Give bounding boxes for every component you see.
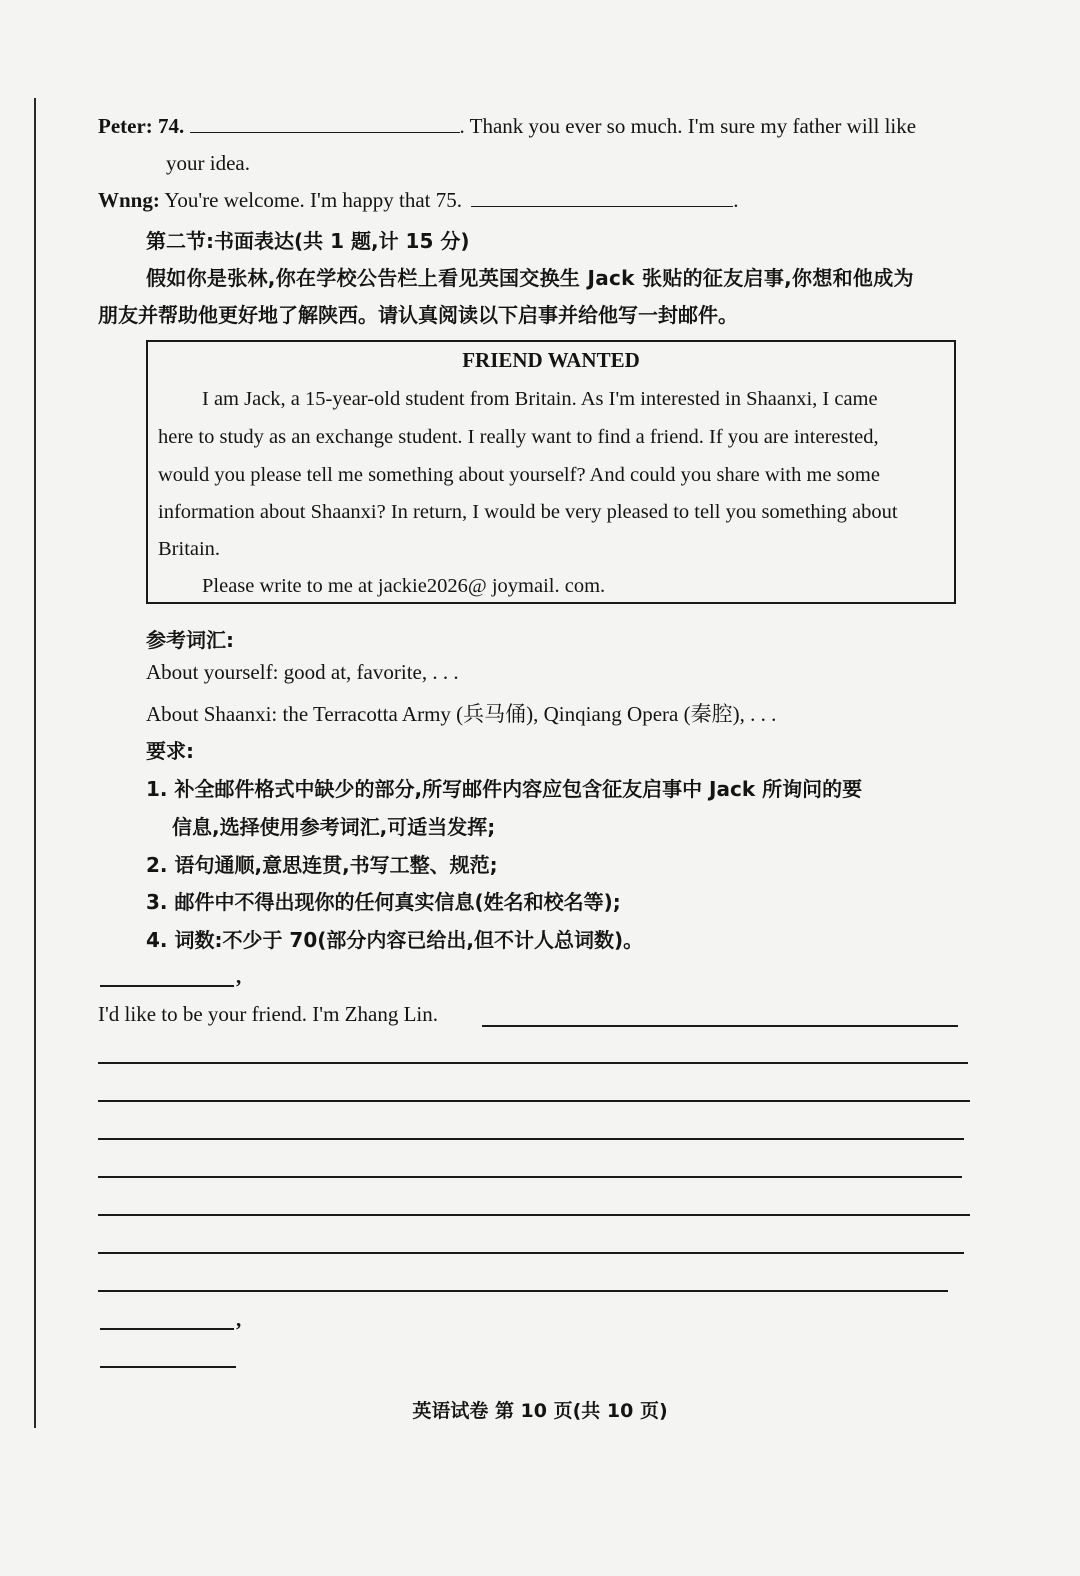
writing-line-7[interactable] bbox=[98, 1252, 964, 1254]
answer-blank-75[interactable] bbox=[471, 205, 733, 207]
wang-line-text: You're welcome. I'm happy that 75. bbox=[164, 188, 462, 212]
signature-blank[interactable] bbox=[100, 1366, 236, 1368]
dialogue-wang-line bbox=[98, 188, 738, 213]
requirement-2: 2. 语句通顺,意思连贯,书写工整、规范; bbox=[146, 853, 498, 877]
section-intro-line-2: 朋友并帮助他更好地了解陕西。请认真阅读以下启事并给他写一封邮件。 bbox=[98, 303, 738, 327]
writing-line-1[interactable] bbox=[482, 1025, 958, 1027]
friend-wanted-notice bbox=[146, 340, 956, 604]
dialogue-peter-line bbox=[98, 114, 916, 139]
letter-opening-line: I'd like to be your friend. I'm Zhang Lin. bbox=[98, 1002, 438, 1026]
requirements-label: 要求: bbox=[146, 739, 194, 763]
requirement-1-line-2: 信息,选择使用参考词汇,可适当发挥; bbox=[172, 815, 496, 839]
wang-line-end: . bbox=[733, 188, 739, 212]
writing-line-8[interactable] bbox=[98, 1290, 948, 1292]
section-heading: 第二节:书面表达(共 1 题,计 15 分) bbox=[146, 229, 470, 253]
writing-line-6[interactable] bbox=[98, 1214, 970, 1216]
notice-title: FRIEND WANTED bbox=[462, 348, 640, 372]
notice-line-2: here to study as an exchange student. I really want to find a friend. If you are interested, bbox=[158, 426, 879, 448]
writing-line-4[interactable] bbox=[98, 1138, 964, 1140]
question-number-74: 74. bbox=[158, 114, 185, 138]
peter-line-text: . Thank you ever so much. I'm sure my father will like bbox=[459, 114, 917, 138]
requirement-4: 4. 词数:不少于 70(部分内容已给出,但不计人总词数)。 bbox=[146, 928, 644, 952]
answer-blank-74[interactable] bbox=[190, 131, 460, 133]
writing-line-5[interactable] bbox=[98, 1176, 962, 1178]
peter-line-continuation: your idea. bbox=[166, 151, 250, 175]
requirement-1-line-1: 1. 补全邮件格式中缺少的部分,所写邮件内容应包含征友启事中 Jack 所询问的要 bbox=[146, 777, 863, 801]
notice-line-4: information about Shaanxi? In return, I would be very pleased to tell you something about bbox=[158, 501, 898, 523]
page-footer: 英语试卷 第 10 页(共 10 页) bbox=[412, 1400, 668, 1422]
requirement-3: 3. 邮件中不得出现你的任何真实信息(姓名和校名等); bbox=[146, 890, 621, 914]
writing-line-2[interactable] bbox=[98, 1062, 968, 1064]
notice-line-5: Britain. bbox=[158, 538, 221, 560]
closing-comma: , bbox=[236, 1307, 242, 1331]
closing-blank[interactable] bbox=[100, 1328, 234, 1330]
section-intro-line-1: 假如你是张林,你在学校公告栏上看见英国交换生 Jack 张贴的征友启事,你想和他成为 bbox=[146, 266, 914, 290]
notice-line-3: would you please tell me something about yourself? And could you share with me some bbox=[158, 464, 880, 486]
speaker-peter: Peter: bbox=[98, 114, 153, 138]
page-margin-rule bbox=[34, 98, 36, 1428]
salutation-blank[interactable] bbox=[100, 985, 234, 987]
reference-label: 参考词汇: bbox=[146, 628, 234, 652]
speaker-wang: Wnng: bbox=[98, 188, 160, 212]
notice-line-6: Please write to me at jackie2026@ joymail. com. bbox=[202, 575, 606, 597]
reference-about-yourself: About yourself: good at, favorite, . . . bbox=[146, 660, 459, 684]
notice-line-1: I am Jack, a 15-year-old student from Britain. As I'm interested in Shaanxi, I came bbox=[202, 388, 878, 410]
reference-about-shaanxi: About Shaanxi: the Terracotta Army (兵马俑), Qinqiang Opera (秦腔), . . . bbox=[146, 702, 777, 726]
salutation-comma: , bbox=[236, 964, 242, 988]
writing-line-3[interactable] bbox=[98, 1100, 970, 1102]
